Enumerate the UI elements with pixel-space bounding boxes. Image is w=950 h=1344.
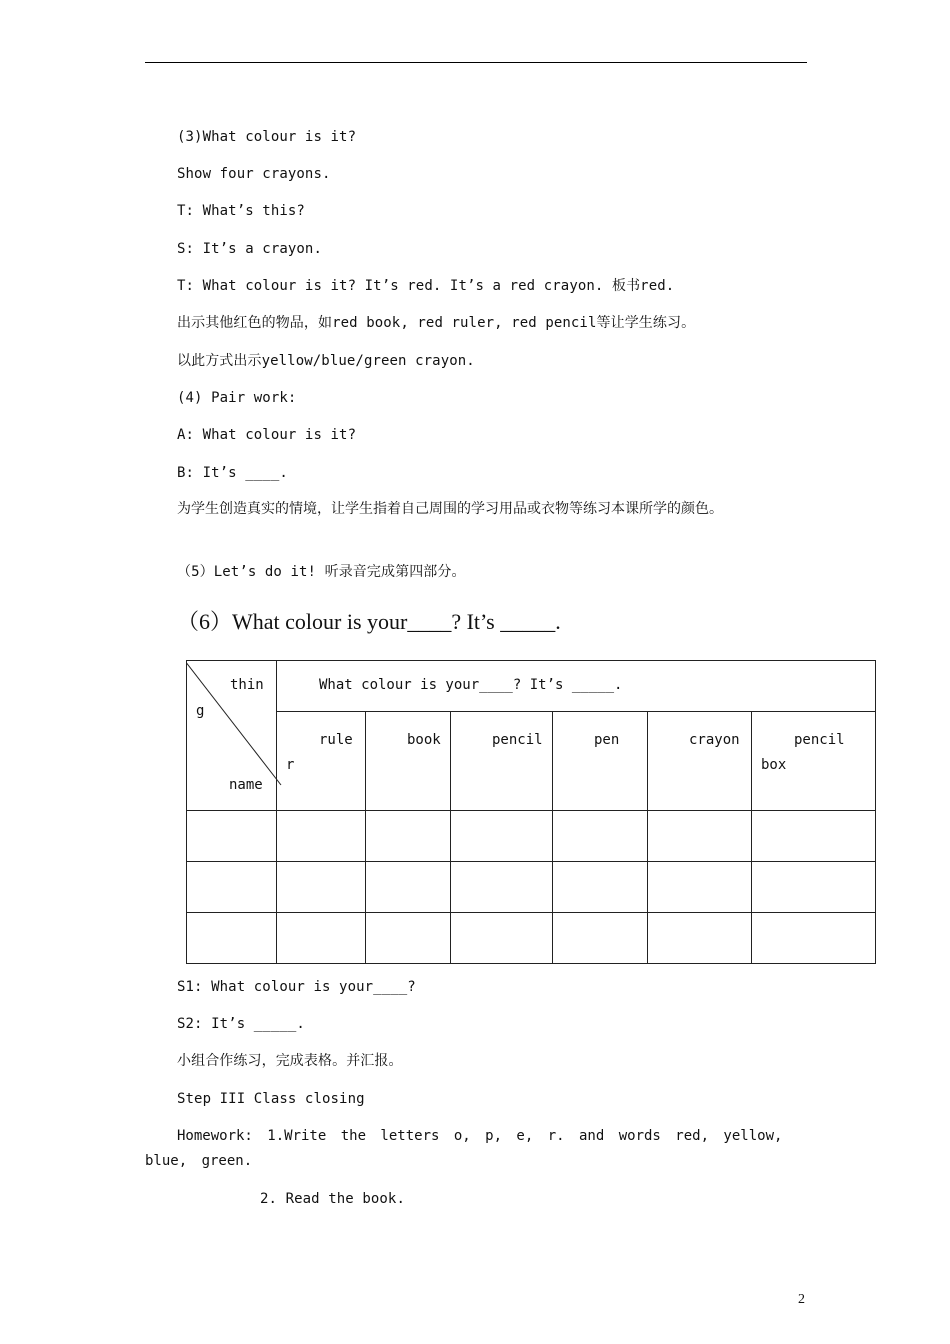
table-cell[interactable] — [277, 811, 366, 862]
text-line: 2. Read the book. — [260, 1191, 405, 1207]
table-cell[interactable] — [553, 913, 648, 964]
table-cell[interactable] — [366, 862, 451, 913]
table-cell[interactable] — [752, 862, 876, 913]
table-cell[interactable] — [277, 862, 366, 913]
text-line: T: What’s this? — [177, 203, 305, 219]
col-label-wrap: box — [761, 757, 787, 773]
text-line: T: What colour is it? It’s red. It’s a red crayon. 板书red. — [177, 278, 675, 294]
paragraph: 为学生创造真实的情境，让学生指着自己周围的学习用品或衣物等练习本课所学的颜色。 — [177, 501, 723, 517]
table-row — [187, 811, 876, 862]
table-cell[interactable] — [366, 811, 451, 862]
table-cell[interactable] — [187, 913, 277, 964]
col-label: rule — [319, 732, 353, 748]
section-heading-6: （6）What colour is your____? It’s _____. — [177, 609, 561, 634]
column-header-pencil-box — [752, 712, 876, 811]
text-line: Show four crayons. — [177, 166, 331, 182]
text-line: 小组合作练习，完成表格。并汇报。 — [177, 1053, 403, 1069]
table-cell[interactable] — [451, 811, 553, 862]
text-line: S2: It’s _____. — [177, 1016, 305, 1032]
text-line: 以此方式出示yellow/blue/green crayon. — [177, 353, 475, 369]
text-line: （5）Let’s do it! 听录音完成第四部分。 — [177, 564, 466, 580]
table-row — [187, 913, 876, 964]
column-header-book — [366, 712, 451, 811]
text-line: B: It’s ____. — [177, 465, 288, 481]
table-cell[interactable] — [366, 913, 451, 964]
col-label-wrap: r — [286, 757, 295, 773]
col-label: pencil — [492, 732, 543, 748]
page-number: 2 — [798, 1292, 805, 1307]
text-line: (3)What colour is it? — [177, 129, 357, 145]
text-line: 出示其他红色的物品，如red book, red ruler, red pencil等让学生练习。 — [177, 315, 696, 331]
column-header-pen — [553, 712, 648, 811]
text-line: (4) Pair work: — [177, 390, 297, 406]
table-cell[interactable] — [553, 811, 648, 862]
text-line: Step III Class closing — [177, 1091, 365, 1107]
table-cell[interactable] — [752, 811, 876, 862]
table-cell[interactable] — [451, 862, 553, 913]
text-line: S1: What colour is your____? — [177, 979, 416, 995]
diag-label-name: name — [229, 777, 263, 793]
table-cell[interactable] — [648, 913, 752, 964]
diag-label-thing: thin — [230, 677, 264, 693]
text-line: A: What colour is it? — [177, 427, 357, 443]
question-text: What colour is your____? It’s _____. — [319, 677, 623, 693]
table-cell[interactable] — [451, 913, 553, 964]
table-cell[interactable] — [553, 862, 648, 913]
column-header-pencil — [451, 712, 553, 811]
diag-label-g: g — [196, 703, 205, 719]
homework-line: Homework: 1.Write the letters o, p, e, r. and words red, yellow, blue, green. — [145, 1128, 783, 1169]
col-label: pencil — [794, 732, 845, 748]
column-header-ruler — [277, 712, 366, 811]
table-cell[interactable] — [648, 811, 752, 862]
header-rule — [145, 62, 807, 63]
table-cell[interactable] — [752, 913, 876, 964]
table-cell[interactable] — [187, 862, 277, 913]
table-cell[interactable] — [187, 811, 277, 862]
text-line: S: It’s a crayon. — [177, 241, 322, 257]
column-header-crayon — [648, 712, 752, 811]
col-label: pen — [594, 732, 620, 748]
diagonal-header-cell — [187, 661, 277, 811]
question-header-cell — [277, 661, 876, 712]
col-label: crayon — [689, 732, 740, 748]
table-row — [187, 862, 876, 913]
colour-table — [186, 660, 876, 964]
col-label: book — [407, 732, 441, 748]
table-cell[interactable] — [277, 913, 366, 964]
table-cell[interactable] — [648, 862, 752, 913]
